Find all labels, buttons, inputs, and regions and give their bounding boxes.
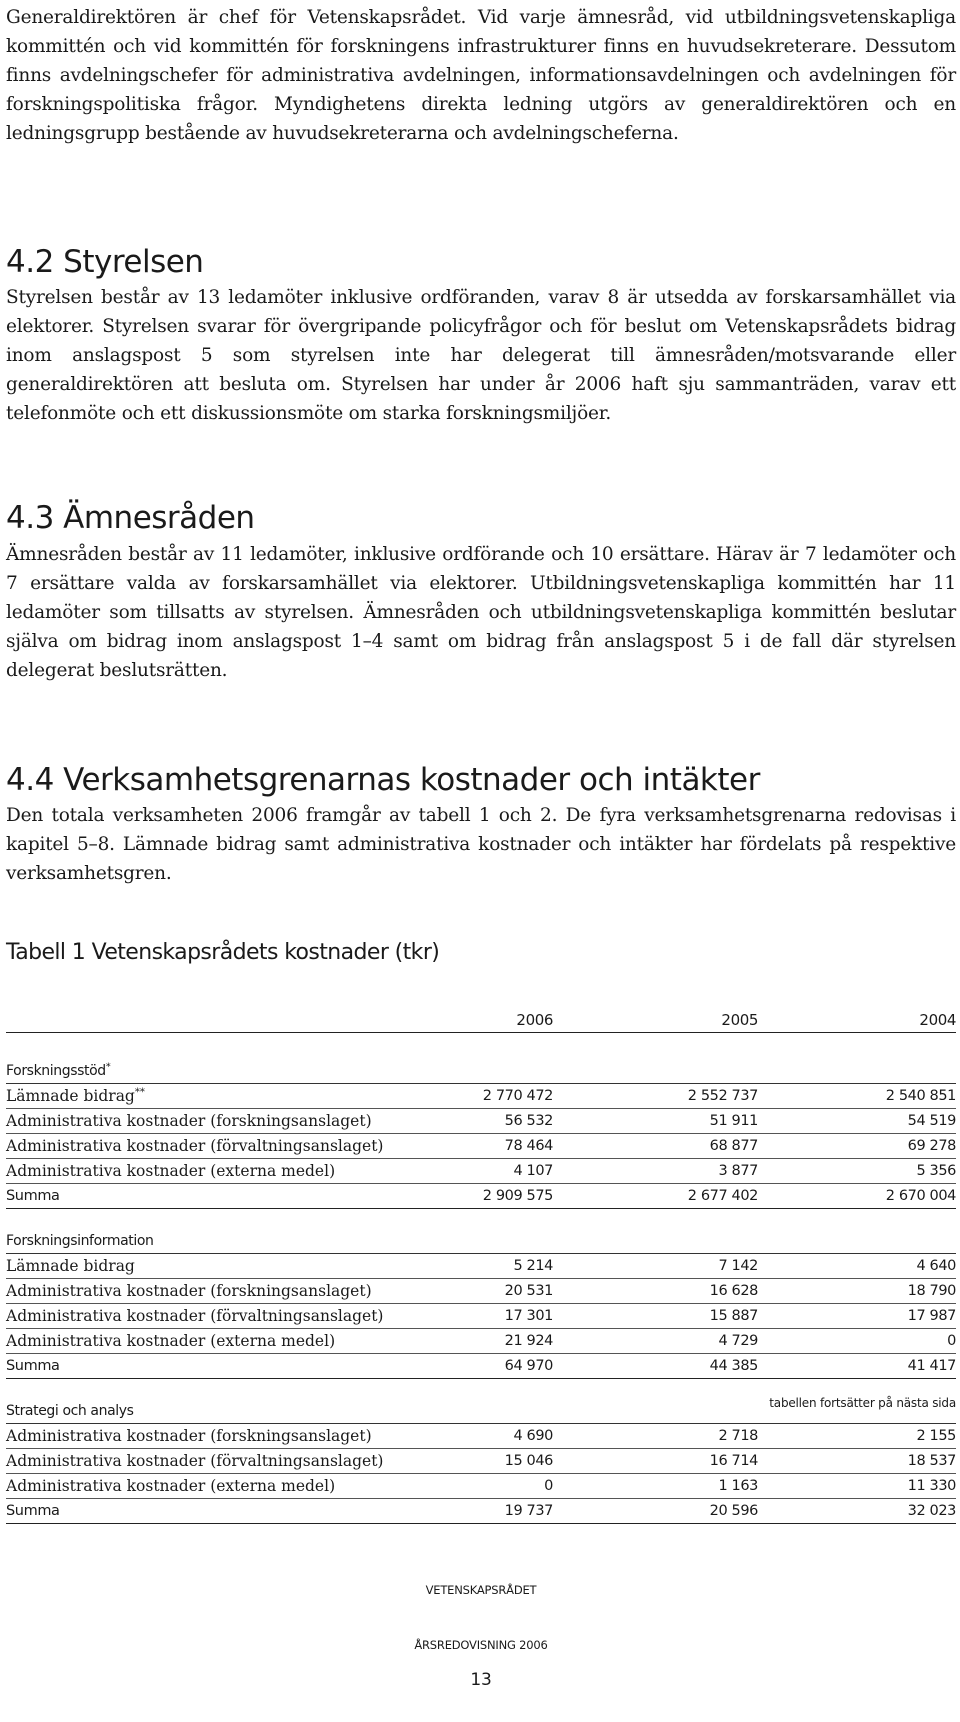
section-name <box>6 1399 426 1424</box>
value-2004: 69 278 <box>758 1134 956 1159</box>
year-header: 2006 <box>426 1004 553 1033</box>
row-label <box>6 1304 426 1329</box>
section-name <box>6 1059 426 1084</box>
table-title: Tabell 1 Vetenskapsrådets kostnader (tkr) <box>6 940 440 965</box>
sum-value-2004: 32 023 <box>758 1499 956 1524</box>
footer-report: ÅRSREDOVISNING 2006 <box>414 1638 548 1652</box>
row-label <box>6 1109 426 1134</box>
section-name-text: Strategi och analys <box>6 1403 134 1419</box>
value-2005: 15 887 <box>553 1304 758 1329</box>
sum-value-2004: 41 417 <box>758 1354 956 1379</box>
year-header: 2005 <box>553 1004 758 1033</box>
row-label <box>6 1449 426 1474</box>
header-blank <box>6 1004 426 1033</box>
table-row <box>6 1134 956 1159</box>
sum-label: Summa <box>6 1184 426 1209</box>
table-row <box>6 1304 956 1329</box>
row-label-text: Lämnade bidrag <box>6 1257 135 1275</box>
value-2006: 5 214 <box>426 1254 553 1279</box>
section-text-amnesraden: Ämnesråden består av 11 ledamöter, inklusive ordförande och 10 ersättare. Härav är 7 ledamöter och 7 ersättare valda av forskarsamhället via elektorer. Utbildningsvetenskapliga kommittén har 11 ledamöter som tillsatts av styrelsen. Ämnesråden och utbildningsvetenskapliga kommittén beslutar själva om bidrag inom anslagspost 1–4 samt om bidrag från anslagspost 5 i de fall där styrelsen delegerat beslutsrätten. <box>6 544 956 681</box>
sum-row <box>6 1184 956 1209</box>
row-label-text: Administrativa kostnader (externa medel) <box>6 1162 336 1180</box>
intro-paragraph: Generaldirektören är chef för Vetenskapsrådet. Vid varje ämnesråd, vid utbildningsvetenskapliga kommittén och vid kommittén för forskningens infrastrukturer finns en huvudsekreterare. Dessutom finns avdelningschefer för administrativa avdelningen, informationsavdelningen och avdelningen för forskningspolitiska frågor. Myndighetens direkta ledning utgörs av generaldirektören och en ledningsgrupp bestående av huvudsekreterarna och avdelningscheferna. <box>6 7 956 144</box>
value-2005: 7 142 <box>553 1254 758 1279</box>
section-blank <box>758 1059 956 1084</box>
row-label <box>6 1159 426 1184</box>
value-2006: 20 531 <box>426 1279 553 1304</box>
row-label-text: Administrativa kostnader (forskningsanslaget) <box>6 1427 372 1445</box>
section-header-row <box>6 1059 956 1084</box>
section-blank <box>426 1059 553 1084</box>
value-2005: 3 877 <box>553 1159 758 1184</box>
value-2005: 16 714 <box>553 1449 758 1474</box>
row-label <box>6 1254 426 1279</box>
value-2006: 17 301 <box>426 1304 553 1329</box>
page-number: 13 <box>470 1670 492 1690</box>
value-2006: 4 107 <box>426 1159 553 1184</box>
section-header-row <box>6 1229 956 1254</box>
section-blank <box>553 1059 758 1084</box>
value-2004: 5 356 <box>758 1159 956 1184</box>
row-label-text: Administrativa kostnader (externa medel) <box>6 1477 336 1495</box>
section-heading-kostnader: 4.4 Verksamhetsgrenarnas kostnader och intäkter <box>6 762 760 798</box>
sum-value-2005: 2 677 402 <box>553 1184 758 1209</box>
sum-value-2006: 64 970 <box>426 1354 553 1379</box>
table-row <box>6 1279 956 1304</box>
row-label <box>6 1134 426 1159</box>
value-2004: 2 155 <box>758 1424 956 1449</box>
sum-value-2006: 2 909 575 <box>426 1184 553 1209</box>
value-2005: 16 628 <box>553 1279 758 1304</box>
value-2006: 78 464 <box>426 1134 553 1159</box>
value-2006: 2 770 472 <box>426 1084 553 1109</box>
value-2004: 11 330 <box>758 1474 956 1499</box>
value-2005: 4 729 <box>553 1329 758 1354</box>
value-2004: 0 <box>758 1329 956 1354</box>
section-blank <box>426 1229 553 1254</box>
section-heading-styrelsen: 4.2 Styrelsen <box>6 244 204 280</box>
row-label-text: Administrativa kostnader (externa medel) <box>6 1332 336 1350</box>
section-blank <box>553 1229 758 1254</box>
value-2006: 0 <box>426 1474 553 1499</box>
value-2004: 18 537 <box>758 1449 956 1474</box>
section-blank <box>426 1399 553 1424</box>
row-label-text: Administrativa kostnader (forskningsanslaget) <box>6 1282 372 1300</box>
value-2005: 2 718 <box>553 1424 758 1449</box>
row-label-text: Administrativa kostnader (förvaltningsanslaget) <box>6 1307 384 1325</box>
value-2006: 21 924 <box>426 1329 553 1354</box>
row-label <box>6 1279 426 1304</box>
value-2005: 51 911 <box>553 1109 758 1134</box>
section-name-text: Forskningsstöd <box>6 1063 106 1079</box>
section-blank <box>553 1399 758 1424</box>
sum-label: Summa <box>6 1499 426 1524</box>
sum-row <box>6 1354 956 1379</box>
table-row <box>6 1329 956 1354</box>
value-2006: 15 046 <box>426 1449 553 1474</box>
table-continued-note: tabellen fortsätter på nästa sida <box>769 1396 956 1410</box>
value-2005: 1 163 <box>553 1474 758 1499</box>
section-name-text: Forskningsinformation <box>6 1233 154 1249</box>
row-label <box>6 1474 426 1499</box>
sum-label: Summa <box>6 1354 426 1379</box>
value-2004: 2 540 851 <box>758 1084 956 1109</box>
table-header-row <box>6 1004 956 1033</box>
sum-row <box>6 1499 956 1524</box>
value-2004: 54 519 <box>758 1109 956 1134</box>
footnote-mark: * <box>105 1061 111 1073</box>
value-2005: 68 877 <box>553 1134 758 1159</box>
row-label-text: Administrativa kostnader (förvaltningsanslaget) <box>6 1452 384 1470</box>
table-row <box>6 1159 956 1184</box>
value-2006: 4 690 <box>426 1424 553 1449</box>
value-2006: 56 532 <box>426 1109 553 1134</box>
table-row <box>6 1109 956 1134</box>
footer-org: VETENSKAPSRÅDET <box>425 1583 537 1597</box>
section-text-styrelsen: Styrelsen består av 13 ledamöter inklusive ordföranden, varav 8 är utsedda av forskarsamhället via elektorer. Styrelsen svarar för övergripande policyfrågor och för beslut om Vetenskapsrådets bidrag inom anslagspost 5 som styrelsen inte har delegerat till ämnesråden/motsvarande eller generaldirektören att besluta om. Styrelsen har under år 2006 haft sju sammanträden, varav ett telefonmöte och ett diskussionsmöte om starka forskningsmiljöer. <box>6 287 956 424</box>
table-row <box>6 1424 956 1449</box>
row-label-text: Lämnade bidrag <box>6 1087 135 1105</box>
table-row <box>6 1474 956 1499</box>
table-row <box>6 1449 956 1474</box>
sum-value-2006: 19 737 <box>426 1499 553 1524</box>
table-row <box>6 1084 956 1109</box>
section-heading-amnesraden: 4.3 Ämnesråden <box>6 500 255 536</box>
row-label <box>6 1424 426 1449</box>
row-label-text: Administrativa kostnader (forskningsanslaget) <box>6 1112 372 1130</box>
value-2004: 18 790 <box>758 1279 956 1304</box>
footnote-mark: ** <box>134 1086 145 1098</box>
sum-value-2004: 2 670 004 <box>758 1184 956 1209</box>
year-header: 2004 <box>758 1004 956 1033</box>
value-2004: 4 640 <box>758 1254 956 1279</box>
row-label-text: Administrativa kostnader (förvaltningsanslaget) <box>6 1137 384 1155</box>
section-text-kostnader: Den totala verksamheten 2006 framgår av tabell 1 och 2. De fyra verksamhetsgrenarna redovisas i kapitel 5–8. Lämnade bidrag samt administrativa kostnader och intäkter har fördelats på respektive verksamhetsgren. <box>6 805 956 884</box>
sum-value-2005: 20 596 <box>553 1499 758 1524</box>
section-name <box>6 1229 426 1254</box>
row-label <box>6 1329 426 1354</box>
value-2005: 2 552 737 <box>553 1084 758 1109</box>
cost-table <box>6 1004 956 1524</box>
table-row <box>6 1254 956 1279</box>
value-2004: 17 987 <box>758 1304 956 1329</box>
row-label <box>6 1084 426 1109</box>
section-blank <box>758 1229 956 1254</box>
sum-value-2005: 44 385 <box>553 1354 758 1379</box>
